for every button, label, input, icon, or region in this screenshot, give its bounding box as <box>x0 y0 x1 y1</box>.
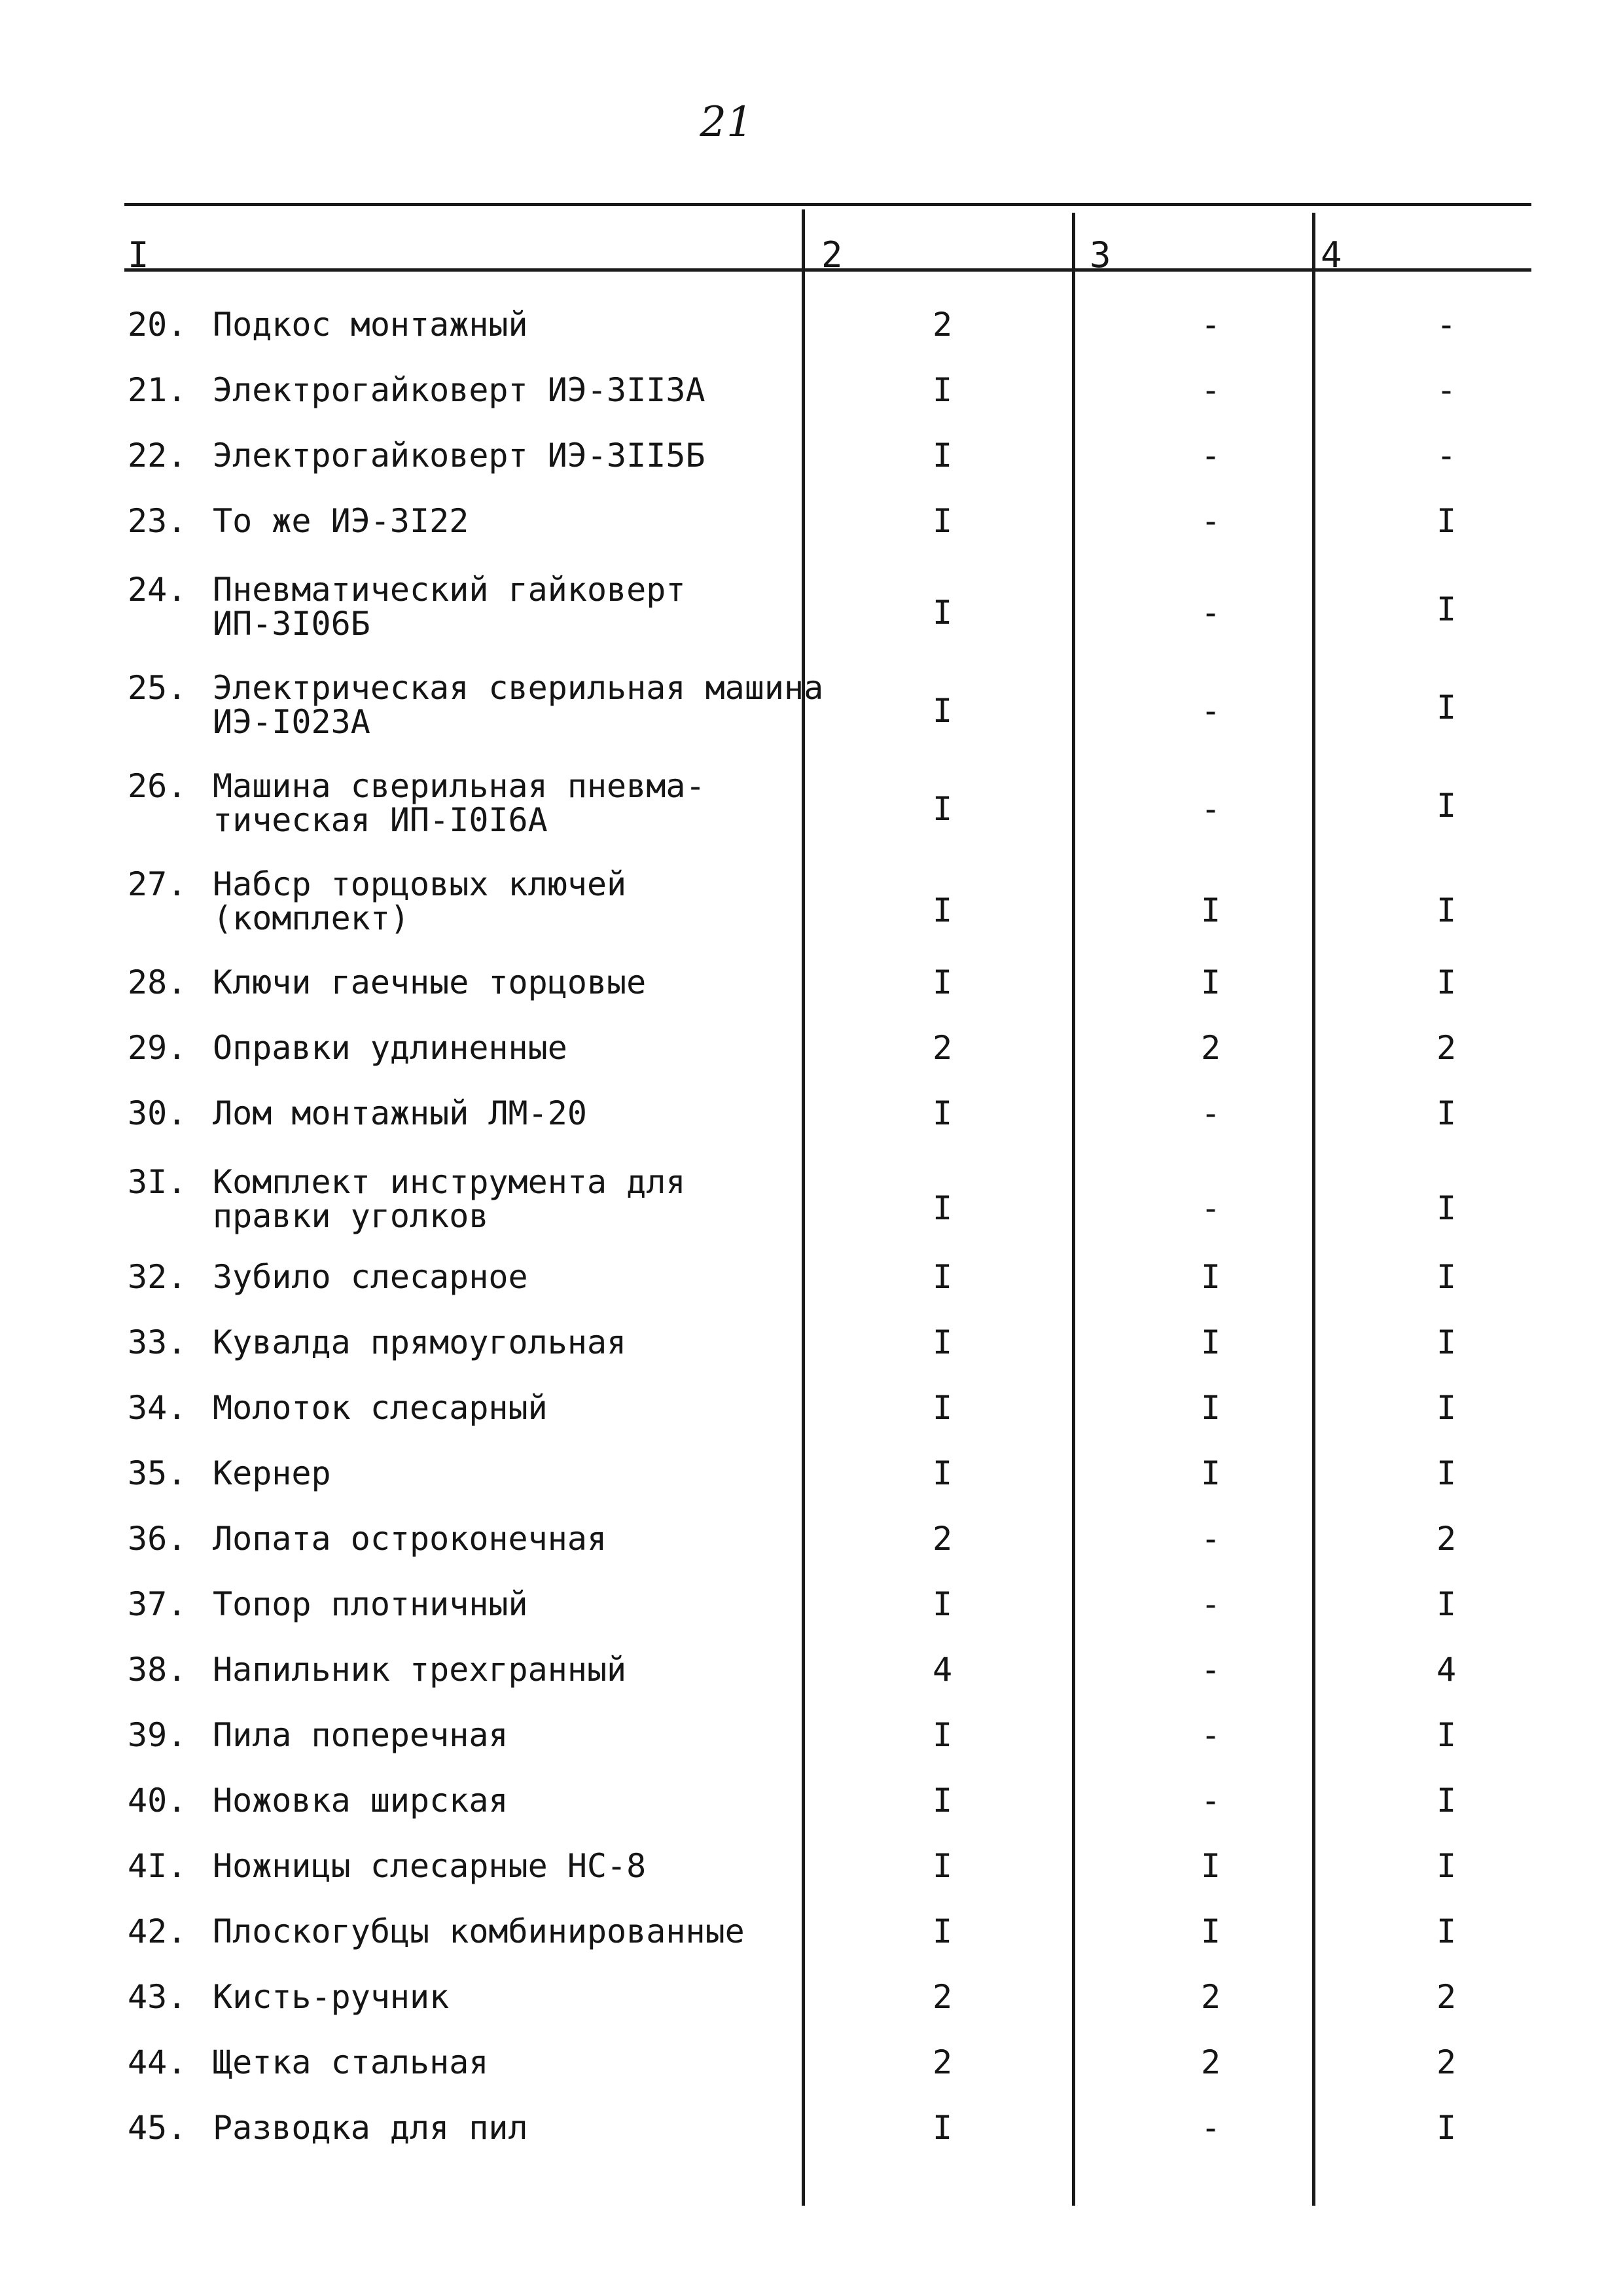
qty-col-2: I <box>932 1716 953 1754</box>
row-number: 27. <box>128 865 187 903</box>
item-name: Кернер <box>213 1454 331 1492</box>
qty-col-2: I <box>932 790 953 828</box>
qty-col-3: I <box>1200 1847 1221 1885</box>
item-name: Плоскогубцы комбинированные <box>213 1912 745 1950</box>
item-name: Ключи гаечные торцовые <box>213 963 647 1001</box>
item-name: Пила поперечная <box>213 1716 508 1754</box>
row-number: 36. <box>128 1520 187 1558</box>
item-name: Подкос монтажный <box>213 306 528 344</box>
qty-col-3: - <box>1200 1716 1221 1754</box>
row-number: 38. <box>128 1651 187 1689</box>
qty-col-2: 2 <box>932 306 953 344</box>
qty-col-4: I <box>1436 1716 1457 1754</box>
table-top-rule <box>124 203 1531 206</box>
qty-col-4: 2 <box>1436 1029 1457 1067</box>
qty-col-3: - <box>1200 1520 1221 1558</box>
qty-col-2: 2 <box>932 1978 953 2016</box>
qty-col-4: I <box>1436 963 1457 1001</box>
header-col-1: I <box>128 234 149 276</box>
item-name: Щетка стальная <box>213 2043 489 2081</box>
row-number: 43. <box>128 1978 187 2016</box>
qty-col-4: 2 <box>1436 1520 1457 1558</box>
qty-col-2: I <box>932 1585 953 1623</box>
qty-col-3: I <box>1200 1258 1221 1296</box>
item-name: Напильник трехгранный <box>213 1651 627 1689</box>
header-col-4: 4 <box>1321 234 1342 276</box>
item-name: Ножовка ширская <box>213 1782 508 1820</box>
qty-col-2: I <box>932 594 953 632</box>
qty-col-3: - <box>1200 371 1221 409</box>
table-row <box>0 1980 1623 2039</box>
qty-col-3: - <box>1200 692 1221 730</box>
qty-col-2: 4 <box>932 1651 953 1689</box>
row-number: 44. <box>128 2043 187 2081</box>
qty-col-3: - <box>1200 1189 1221 1227</box>
item-name: То же ИЭ-3I22 <box>213 502 469 540</box>
qty-col-3: I <box>1200 891 1221 929</box>
row-number: 39. <box>128 1716 187 1754</box>
qty-col-2: I <box>932 963 953 1001</box>
qty-col-4: I <box>1436 1585 1457 1623</box>
item-name: Кувалда прямоугольная <box>213 1323 627 1361</box>
qty-col-2: 2 <box>932 1029 953 1067</box>
table-row <box>0 1653 1623 1712</box>
qty-col-3: - <box>1200 2109 1221 2147</box>
qty-col-2: I <box>932 692 953 730</box>
qty-col-2: I <box>932 1782 953 1820</box>
item-name: Набср торцовых ключей (комплект) <box>213 865 627 937</box>
qty-col-3: - <box>1200 437 1221 475</box>
table-row <box>0 669 1623 741</box>
row-number: 34. <box>128 1389 187 1427</box>
table-row <box>0 1587 1623 1646</box>
row-number: 45. <box>128 2109 187 2147</box>
qty-col-3: I <box>1200 1454 1221 1492</box>
table-row <box>0 1096 1623 1155</box>
row-number: 21. <box>128 371 187 409</box>
row-number: 40. <box>128 1782 187 1820</box>
qty-col-4: I <box>1436 1094 1457 1132</box>
qty-col-4: 2 <box>1436 1978 1457 2016</box>
table-row <box>0 1260 1623 1319</box>
qty-col-4: I <box>1436 891 1457 929</box>
item-name: Лопата остроконечная <box>213 1520 607 1558</box>
qty-col-2: I <box>932 371 953 409</box>
table-row <box>0 439 1623 497</box>
row-number: 24. <box>128 571 187 609</box>
qty-col-4: I <box>1436 1782 1457 1820</box>
row-number: 37. <box>128 1585 187 1623</box>
qty-col-4: I <box>1436 590 1457 628</box>
qty-col-2: I <box>932 1258 953 1296</box>
qty-col-4: I <box>1436 1454 1457 1492</box>
item-name: Разводка для пил <box>213 2109 528 2147</box>
qty-col-2: I <box>932 891 953 929</box>
table-row <box>0 767 1623 839</box>
table-row <box>0 1031 1623 1090</box>
qty-col-3: 2 <box>1200 1978 1221 2016</box>
qty-col-4: I <box>1436 787 1457 825</box>
qty-col-3: - <box>1200 1585 1221 1623</box>
item-name: Лом монтажный ЛМ-20 <box>213 1094 587 1132</box>
qty-col-3: I <box>1200 1323 1221 1361</box>
item-name: Электрическая сверильная машина ИЭ-I023А <box>213 669 824 741</box>
qty-col-4: 4 <box>1436 1651 1457 1689</box>
item-name: Оправки удлиненные <box>213 1029 567 1067</box>
qty-col-3: 2 <box>1200 2043 1221 2081</box>
qty-col-3: I <box>1200 963 1221 1001</box>
item-name: Молоток слесарный <box>213 1389 548 1427</box>
item-name: Ножницы слесарные НС-8 <box>213 1847 647 1885</box>
row-number: 28. <box>128 963 187 1001</box>
table-row <box>0 1849 1623 1908</box>
table-row <box>0 373 1623 432</box>
qty-col-2: I <box>932 1189 953 1227</box>
qty-col-4: I <box>1436 1189 1457 1227</box>
table-row <box>0 1718 1623 1777</box>
qty-col-2: I <box>932 1454 953 1492</box>
row-number: 33. <box>128 1323 187 1361</box>
table-row <box>0 2111 1623 2170</box>
row-number: 4I. <box>128 1847 187 1885</box>
table-row <box>0 1391 1623 1450</box>
qty-col-3: I <box>1200 1912 1221 1950</box>
qty-col-4: - <box>1436 437 1457 475</box>
row-number: 30. <box>128 1094 187 1132</box>
qty-col-3: - <box>1200 594 1221 632</box>
row-number: 26. <box>128 767 187 805</box>
row-number: 35. <box>128 1454 187 1492</box>
qty-col-2: 2 <box>932 1520 953 1558</box>
table-row <box>0 2045 1623 2104</box>
row-number: 3I. <box>128 1163 187 1201</box>
qty-col-4: - <box>1436 306 1457 344</box>
row-number: 23. <box>128 502 187 540</box>
qty-col-4: I <box>1436 1323 1457 1361</box>
qty-col-4: I <box>1436 2109 1457 2147</box>
qty-col-3: - <box>1200 306 1221 344</box>
table-row <box>0 1914 1623 1973</box>
table-row <box>0 1325 1623 1384</box>
header-col-3: 3 <box>1090 234 1111 276</box>
qty-col-3: - <box>1200 1651 1221 1689</box>
item-name: Комплект инструмента для правки уголков <box>213 1163 686 1235</box>
row-number: 20. <box>128 306 187 344</box>
qty-col-4: 2 <box>1436 2043 1457 2081</box>
item-name: Пневматический гайковерт ИП-3I06Б <box>213 571 686 643</box>
qty-col-3: - <box>1200 1782 1221 1820</box>
qty-col-3: 2 <box>1200 1029 1221 1067</box>
qty-col-3: I <box>1200 1389 1221 1427</box>
item-name: Электрогайковерт ИЭ-3II5Б <box>213 437 705 475</box>
table-row <box>0 571 1623 643</box>
table-row <box>0 1456 1623 1515</box>
row-number: 32. <box>128 1258 187 1296</box>
table-row <box>0 504 1623 563</box>
row-number: 22. <box>128 437 187 475</box>
qty-col-2: I <box>932 1847 953 1885</box>
qty-col-4: - <box>1436 371 1457 409</box>
qty-col-3: - <box>1200 790 1221 828</box>
qty-col-2: I <box>932 1389 953 1427</box>
qty-col-3: - <box>1200 502 1221 540</box>
qty-col-2: I <box>932 1094 953 1132</box>
qty-col-4: I <box>1436 502 1457 540</box>
qty-col-2: I <box>932 437 953 475</box>
row-number: 29. <box>128 1029 187 1067</box>
qty-col-2: I <box>932 2109 953 2147</box>
item-name: Топор плотничный <box>213 1585 528 1623</box>
qty-col-2: 2 <box>932 2043 953 2081</box>
page-number: 21 <box>700 98 753 147</box>
row-number: 42. <box>128 1912 187 1950</box>
item-name: Электрогайковерт ИЭ-3II3А <box>213 371 705 409</box>
item-name: Кисть-ручник <box>213 1978 450 2016</box>
qty-col-4: I <box>1436 1258 1457 1296</box>
table-row <box>0 1784 1623 1842</box>
table-row <box>0 965 1623 1024</box>
table-row <box>0 308 1623 367</box>
qty-col-3: - <box>1200 1094 1221 1132</box>
table-row <box>0 865 1623 937</box>
table-row <box>0 1163 1623 1235</box>
qty-col-4: I <box>1436 1847 1457 1885</box>
item-name: Машина сверильная пневма- тическая ИП-I0I6А <box>213 767 705 839</box>
qty-col-2: I <box>932 1912 953 1950</box>
item-name: Зубило слесарное <box>213 1258 528 1296</box>
qty-col-2: I <box>932 1323 953 1361</box>
qty-col-2: I <box>932 502 953 540</box>
qty-col-4: I <box>1436 1912 1457 1950</box>
header-col-2: 2 <box>821 234 843 276</box>
qty-col-4: I <box>1436 689 1457 726</box>
table-row <box>0 1522 1623 1581</box>
qty-col-4: I <box>1436 1389 1457 1427</box>
row-number: 25. <box>128 669 187 707</box>
